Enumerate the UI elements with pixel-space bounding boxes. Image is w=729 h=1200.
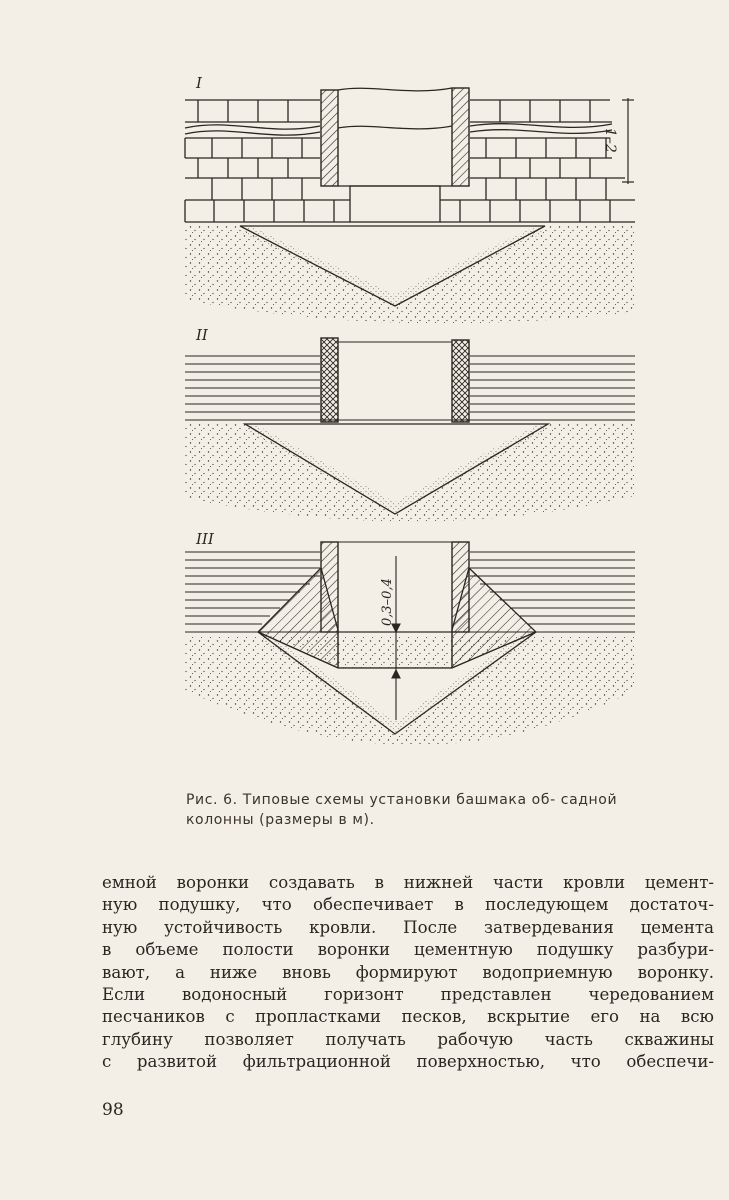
figure-caption: Рис. 6. Типовые схемы установки башмака об- садной колонны (размеры в м).: [186, 792, 618, 828]
text-line: с развитой фильтрационной поверхностью, что обеспечи-: [102, 1052, 714, 1072]
dimension-label-2: 0,3–0,4: [380, 578, 395, 626]
page-number: 98: [102, 1100, 124, 1120]
dimension-label-1: 1–2: [602, 128, 618, 153]
text-line: емной воронки создавать в нижней части кровли цемент-: [102, 873, 714, 892]
panel-2-diagram: [185, 338, 635, 522]
text-line: песчаников с пропластками песков, вскрытие его на всю: [102, 1007, 714, 1027]
panel-label-1: I: [196, 74, 202, 92]
text-line: в объеме полости воронки цементную подушку разбури-: [102, 940, 714, 960]
body-text: [102, 872, 714, 1074]
text-line: ную подушку, что обеспечивает в последующем достаточ-: [102, 895, 714, 915]
panel-3-diagram: [185, 542, 635, 745]
panel-label-3: III: [196, 530, 214, 548]
text-line: вают, а ниже вновь формируют водоприемную воронку.: [102, 962, 714, 982]
text-line: Если водоносный горизонт представлен чередованием: [102, 985, 714, 1005]
panel-1-diagram: [185, 88, 635, 324]
text-line: глубину позволяет получать рабочую часть скважины: [102, 1029, 714, 1049]
text-line: ную устойчивость кровли. После затвердевания цемента: [102, 917, 714, 937]
panel-label-2: II: [196, 326, 208, 344]
